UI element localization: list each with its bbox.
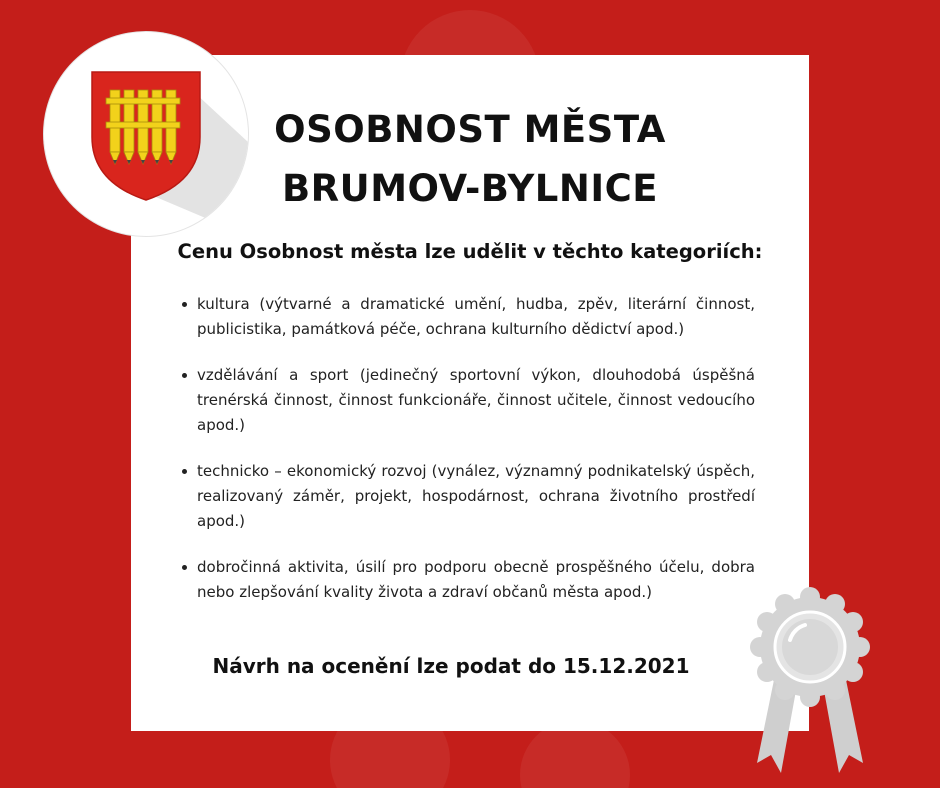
page-title-line-1: OSOBNOST MĚSTA — [274, 108, 666, 151]
list-item-technical-economic: technicko – ekonomický rozvoj (vynález, významný podnikatelský úspěch, realizovaný záměr, projekt, hospodárnost, ochrana životního prostředí apod.) — [180, 459, 755, 534]
list-item-education-sport: vzdělávání a sport (jedinečný sportovní výkon, dlouhodobá úspěšná trenérská činnost, činnost funkcionáře, činnost učitele, činnost vedoucího apod.) — [180, 363, 755, 438]
award-rosette-icon — [745, 585, 875, 784]
list-item-culture: kultura (výtvarné a dramatické umění, hudba, zpěv, literární činnost, publicistika, památková péče, ochrana kulturního dědictví apod.) — [180, 292, 755, 342]
coat-of-arms-icon — [44, 32, 248, 236]
page-title-line-2: BRUMOV-BYLNICE — [281, 167, 659, 210]
nomination-deadline: Návrh na ocenění lze podat do 15.12.2021 — [212, 654, 690, 678]
list-item-charity: dobročinná aktivita, úsilí pro podporu obecně prospěšného účelu, dobra nebo zlepšování kvality života a zdraví občanů města apod.) — [180, 555, 755, 605]
categories-intro: Cenu Osobnost města lze udělit v těchto kategoriích: — [177, 240, 763, 263]
category-list — [180, 292, 755, 605]
